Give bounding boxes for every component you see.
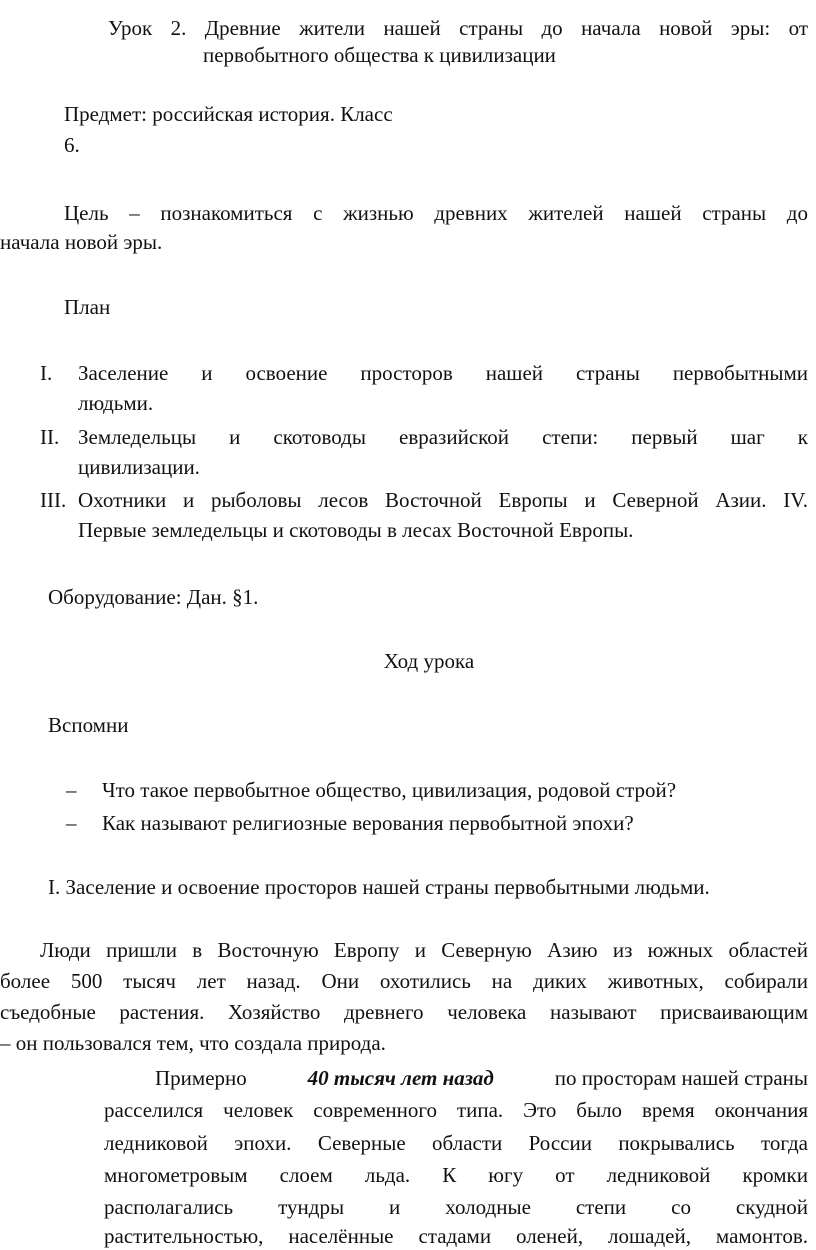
plan-item-1-number: I. bbox=[40, 361, 53, 385]
paragraph-2-line-4: многометровым слоем льда. К югу от ледниковой кромки bbox=[104, 1163, 808, 1187]
paragraph-2-suffix: по просторам нашей страны bbox=[549, 1066, 808, 1090]
paragraph-2-line-3: ледниковой эпохи. Северные области России покрывались тогда bbox=[104, 1131, 808, 1155]
goal-line-2: начала новой эры. bbox=[0, 230, 163, 254]
title-line-2: первобытного общества к цивилизации bbox=[203, 43, 556, 67]
paragraph-2-line-2: расселился человек современного типа. Это было время окончания bbox=[104, 1098, 808, 1122]
recall-item-1-text: Что такое первобытное общество, цивилизация, родовой строй? bbox=[102, 778, 677, 802]
recall-heading: Вспомни bbox=[48, 713, 129, 737]
plan-item-2-line-1: Земледельцы и скотоводы евразийской степи: первый шаг к bbox=[78, 425, 808, 449]
paragraph-2-prefix: Примерно bbox=[155, 1066, 253, 1090]
paragraph-2-line-6: растительностью, населённые стадами оленей, лошадей, мамонтов. bbox=[104, 1224, 808, 1248]
plan-item-3-line-1: Охотники и рыболовы лесов Восточной Европы и Северной Азии. IV. bbox=[78, 488, 808, 512]
recall-item-2-text: Как называют религиозные верования первобытной эпохи? bbox=[102, 811, 634, 835]
recall-item-2-dash: – bbox=[66, 811, 77, 835]
paragraph-2-emphasis: 40 тысяч лет назад bbox=[307, 1066, 494, 1090]
paragraph-2-line-5: располагались тундры и холодные степи со скудной bbox=[104, 1195, 808, 1219]
recall-item-1-dash: – bbox=[66, 778, 77, 802]
equipment-text: Оборудование: Дан. §1. bbox=[48, 585, 259, 609]
goal-line-1: Цель – познакомиться с жизнью древних жителей нашей страны до bbox=[64, 201, 808, 225]
subject-line-2: 6. bbox=[64, 133, 80, 157]
plan-item-1-line-2: людьми. bbox=[78, 391, 154, 415]
lesson-heading: Ход урока bbox=[383, 649, 475, 673]
plan-item-1-line-1: Заселение и освоение просторов нашей страны первобытными bbox=[78, 361, 808, 385]
subject-line-1: Предмет: российская история. Класс bbox=[64, 102, 393, 126]
plan-item-2-number: II. bbox=[40, 425, 60, 449]
plan-item-2-line-2: цивилизации. bbox=[78, 455, 200, 479]
paragraph-1-line-2: более 500 тысяч лет назад. Они охотились на диких животных, собирали bbox=[0, 969, 808, 993]
plan-item-3-number: III. bbox=[40, 488, 67, 512]
title-line-1: Урок 2. Древние жители нашей страны до начала новой эры: от bbox=[108, 16, 808, 40]
paragraph-1-line-4: – он пользовался тем, что создала природа. bbox=[0, 1031, 386, 1055]
paragraph-1-line-1: Люди пришли в Восточную Европу и Северную Азию из южных областей bbox=[40, 938, 808, 962]
paragraph-2-line-1 bbox=[155, 1064, 808, 1092]
section-1-heading: I. Заселение и освоение просторов нашей страны первобытными людьми. bbox=[48, 875, 710, 899]
plan-heading: План bbox=[64, 295, 111, 319]
plan-item-3-line-2: Первые земледельцы и скотоводы в лесах Восточной Европы. bbox=[78, 518, 634, 542]
paragraph-1-line-3: съедобные растения. Хозяйство древнего человека называют присваивающим bbox=[0, 1000, 808, 1024]
